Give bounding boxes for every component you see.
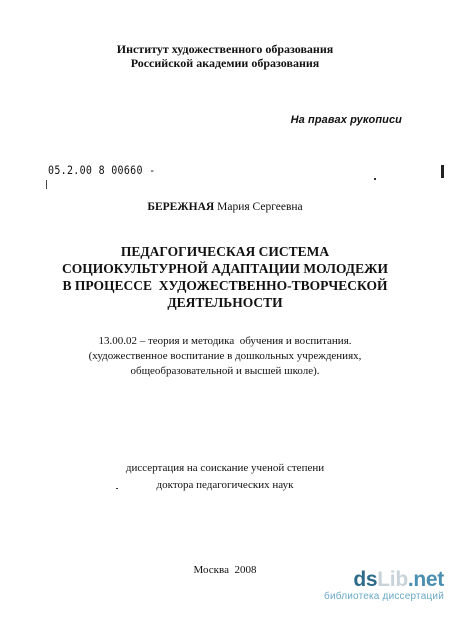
- specialty-line-3: общеобразовательной и высшей школе).: [130, 365, 320, 377]
- institute-line-1: Институт художественного образования: [116, 42, 334, 56]
- logo-net: .net: [407, 568, 444, 591]
- scan-speck: [374, 178, 376, 180]
- specialty-block: [0, 334, 450, 379]
- institute-line-2: Российской академии образования: [130, 56, 320, 70]
- author-surname: БЕРЕЖНАЯ: [147, 201, 215, 213]
- stamp-tick: [46, 180, 49, 189]
- title-line-4: ДЕЯТЕЛЬНОСТИ: [167, 295, 283, 310]
- scan-edge-mark: [441, 165, 444, 178]
- author-name: [0, 201, 450, 213]
- institute-heading: [0, 42, 450, 70]
- watermark-tagline: библиотека диссертаций: [324, 591, 444, 602]
- title-line-1: ПЕДАГОГИЧЕСКАЯ СИСТЕМА: [120, 244, 330, 259]
- dissertation-title: [0, 243, 450, 311]
- specialty-line-2: (художественное воспитание в дошкольных учреждениях,: [88, 350, 362, 362]
- manuscript-rights-note: На правах рукописи: [290, 114, 402, 126]
- degree-line-1: диссертация на соискание ученой степени: [125, 462, 325, 474]
- dslib-watermark: [324, 569, 444, 602]
- library-stamp-number: 05.2.00 8 00660 -: [48, 165, 156, 178]
- dslib-logo: [324, 569, 444, 590]
- degree-line-2: доктора педагогических наук: [156, 479, 294, 491]
- author-given-names: Мария Сергеевна: [217, 201, 303, 213]
- specialty-line-1: 13.00.02 – теория и методика обучения и воспитания.: [98, 335, 352, 347]
- logo-lib: Lib: [377, 568, 408, 591]
- title-line-3: В ПРОЦЕССЕ ХУДОЖЕСТВЕННО-ТВОРЧЕСКОЙ: [62, 278, 388, 293]
- degree-block: [0, 460, 450, 494]
- city-and-year: Москва 2008: [193, 564, 257, 576]
- logo-ds: ds: [353, 568, 378, 591]
- title-line-2: СОЦИОКУЛЬТУРНОЙ АДАПТАЦИИ МОЛОДЕЖИ: [62, 261, 388, 276]
